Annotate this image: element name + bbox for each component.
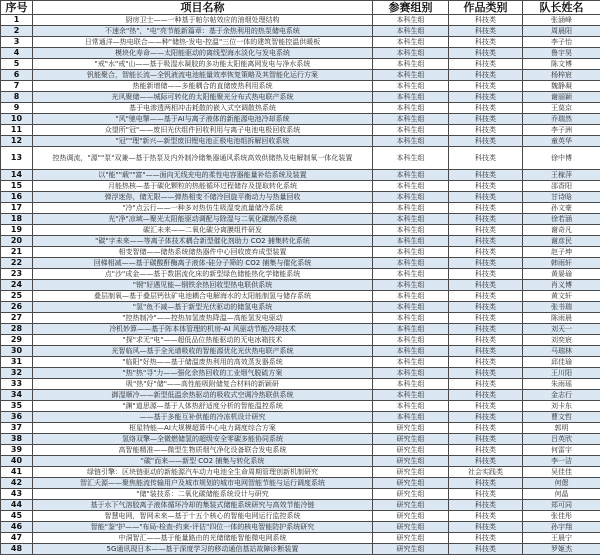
table-row <box>1 136 600 147</box>
header-title: 项目名称 <box>33 1 373 15</box>
table-row <box>1 92 600 103</box>
competition-group: 研究生组 <box>373 467 449 478</box>
team-leader: 郭明 <box>523 423 600 434</box>
row-number: 20 <box>1 236 33 247</box>
team-leader: 吕英欣 <box>523 434 600 445</box>
team-leader: 刘天一 <box>523 324 600 335</box>
project-name: 以"能""载""富"——面向无线充电的柔性电容器能量补给系统及装置 <box>33 170 373 181</box>
row-number: 32 <box>1 368 33 379</box>
work-category: 科技类 <box>449 489 523 500</box>
table-row <box>1 59 600 70</box>
competition-group: 本科生组 <box>373 125 449 136</box>
row-number: 39 <box>1 445 33 456</box>
work-category: 科技类 <box>449 500 523 511</box>
table-row <box>1 511 600 522</box>
competition-group: 本科生组 <box>373 401 449 412</box>
competition-group: 本科生组 <box>373 379 449 390</box>
team-leader: 黄文轩 <box>523 291 600 302</box>
table-row <box>1 467 600 478</box>
team-leader: 周晨阳 <box>523 26 600 37</box>
work-category: 科技类 <box>449 280 523 291</box>
work-category: 科技类 <box>449 445 523 456</box>
row-number: 15 <box>1 181 33 192</box>
row-number: 10 <box>1 114 33 125</box>
work-category: 科技类 <box>449 390 523 401</box>
team-leader: 邱佳瑜 <box>523 357 600 368</box>
competition-group: 本科生组 <box>373 92 449 103</box>
table-row <box>1 269 600 280</box>
row-number: 4 <box>1 48 33 59</box>
team-leader: 肖义博 <box>523 280 600 291</box>
competition-group: 本科生组 <box>373 114 449 125</box>
work-category: 科技类 <box>449 48 523 59</box>
project-name: 热能新增储——多能耦合的直储废热利用系统 <box>33 81 373 92</box>
team-leader: 李子怡 <box>523 37 600 48</box>
project-name: 基于电渗透两相冲击耗散的嵌入式空调散热系统 <box>33 103 373 114</box>
project-name: 光"净"凉域—聚光太阳能驱动调配与除湿与二氧化碳制冷系统 <box>33 214 373 225</box>
row-number: 43 <box>1 489 33 500</box>
team-leader: 赵子坤 <box>523 247 600 258</box>
row-number: 23 <box>1 269 33 280</box>
table-row <box>1 313 600 324</box>
work-category: 科技类 <box>449 291 523 302</box>
competition-group: 本科生组 <box>373 247 449 258</box>
team-leader: 刘卡东 <box>523 401 600 412</box>
work-category: 科技类 <box>449 136 523 147</box>
project-name: "碳"而来——新型 CO2 捕集与转化系统 <box>33 456 373 467</box>
competition-group: 本科生组 <box>373 412 449 423</box>
table-row <box>1 203 600 214</box>
row-number: 29 <box>1 335 33 346</box>
team-leader: 徐中博 <box>523 147 600 170</box>
team-leader: 孙宇翔 <box>523 522 600 533</box>
table-row <box>1 258 600 269</box>
work-category: 科技类 <box>449 181 523 192</box>
competition-group: 本科生组 <box>373 136 449 147</box>
competition-group: 本科生组 <box>373 368 449 379</box>
work-category: 科技类 <box>449 302 523 313</box>
table-row <box>1 15 600 26</box>
team-leader: 徐若涵 <box>523 214 600 225</box>
project-name: 碳汇未来——二氧化碳分离膜组件研发 <box>33 225 373 236</box>
competition-group: 本科生组 <box>373 390 449 401</box>
team-leader: 杨梓宸 <box>523 70 600 81</box>
team-leader: 曹文哲 <box>523 412 600 423</box>
table-row <box>1 489 600 500</box>
project-name: "冠""理"新兴—新型废旧锂电池正极电池组拆解回收系统 <box>33 136 373 147</box>
row-number: 19 <box>1 225 33 236</box>
project-name: 基于水下气溶胶离子液体循环冷却的集装式储能系统研究与高效节能冷链 <box>33 500 373 511</box>
project-name: 御湿顺冷——新型低温余热驱动的吸收式空调冷热联供系统 <box>33 390 373 401</box>
project-name: "戒"水"戒"山——基于吸湿水凝胶的多功能太阳能离网发电与净水系统 <box>33 59 373 70</box>
table-row <box>1 247 600 258</box>
row-number: 36 <box>1 412 33 423</box>
competition-group: 本科生组 <box>373 258 449 269</box>
competition-group: 本科生组 <box>373 291 449 302</box>
table-row <box>1 544 600 555</box>
team-leader: 吴佳佳 <box>523 467 600 478</box>
table-row <box>1 434 600 445</box>
project-name: "探"求无"电"——超低品位热能驱动的无电冰箱技术 <box>33 335 373 346</box>
team-leader: 谢彦民 <box>523 236 600 247</box>
team-leader: 金志行 <box>523 390 600 401</box>
competition-group: 研究生组 <box>373 522 449 533</box>
project-name: "钢"好遇见能—钢铁余热回收型热电联供系统 <box>33 280 373 291</box>
row-number: 33 <box>1 379 33 390</box>
header-row <box>1 1 600 15</box>
competition-group: 本科生组 <box>373 37 449 48</box>
project-name: "风"驰电掣——基于AI与离子液体的新能源电池冷却系统 <box>33 114 373 125</box>
project-name: "氢"鱼不减—基于新型光伏驱动的储氢电系统 <box>33 302 373 313</box>
work-category: 科技类 <box>449 26 523 37</box>
project-name: 众望所"冠"——废旧光伏组件回收利用与离子电池电极回收系统 <box>33 125 373 136</box>
table-row <box>1 335 600 346</box>
table-row <box>1 324 600 335</box>
row-number: 22 <box>1 258 33 269</box>
team-leader: 甘诗晗 <box>523 192 600 203</box>
table-row <box>1 181 600 192</box>
project-name: 厨房卫士——一种基于帕尔帖效应的油烟处理结构 <box>33 15 373 26</box>
competition-group: 研究生组 <box>373 456 449 467</box>
table-row <box>1 48 600 59</box>
row-number: 11 <box>1 125 33 136</box>
table-row <box>1 114 600 125</box>
competition-group: 研究生组 <box>373 478 449 489</box>
work-category: 科技类 <box>449 434 523 445</box>
project-name: 点"沙"成金——基于数据流化床的新型绿色储能热化学储能系统 <box>33 269 373 280</box>
table-row <box>1 37 600 48</box>
table-row <box>1 522 600 533</box>
team-leader: 鲁宇昊 <box>523 48 600 59</box>
team-leader: 王莫京 <box>523 103 600 114</box>
row-number: 35 <box>1 401 33 412</box>
competition-group: 本科生组 <box>373 70 449 81</box>
competition-group: 研究生组 <box>373 489 449 500</box>
work-category: 科技类 <box>449 379 523 390</box>
project-name: 5G通讯现日本——基于深度学习的移动通信基站故障诊断装置 <box>33 544 373 555</box>
competition-group: 研究生组 <box>373 434 449 445</box>
table-row <box>1 500 600 511</box>
table-row <box>1 456 600 467</box>
competition-group: 本科生组 <box>373 103 449 114</box>
competition-group: 研究生组 <box>373 511 449 522</box>
competition-group: 研究生组 <box>373 445 449 456</box>
project-name: "热"热"寻"力——强化余热回收的工业烟气脱硫方案 <box>33 368 373 379</box>
team-leader: 何晶 <box>523 489 600 500</box>
project-name: "渊"道思源—基于人体热舒适度分析的智能温控系统 <box>33 401 373 412</box>
table-row <box>1 125 600 136</box>
row-number: 8 <box>1 92 33 103</box>
competition-group: 本科生组 <box>373 236 449 247</box>
table-row <box>1 225 600 236</box>
competition-group: 本科生组 <box>373 81 449 92</box>
row-number: 45 <box>1 511 33 522</box>
work-category: 科技类 <box>449 192 523 203</box>
table-row <box>1 70 600 81</box>
row-number: 41 <box>1 467 33 478</box>
team-leader: 陈文博 <box>523 59 600 70</box>
work-category: 科技类 <box>449 81 523 92</box>
project-name: 高智能精准——微型生物质烟气净化设备联合发电系统 <box>33 445 373 456</box>
work-category: 科技类 <box>449 346 523 357</box>
header-num: 序号 <box>1 1 33 15</box>
team-leader: 黄晏瑜 <box>523 269 600 280</box>
row-number: 12 <box>1 136 33 147</box>
project-name: 光风聚储——城际可转化的太阳能聚光分布式热电联产系统 <box>33 92 373 103</box>
project-name: "储"装技系：二氧化碳储能系统设计与研究 <box>33 489 373 500</box>
competition-group: 本科生组 <box>373 357 449 368</box>
row-number: 40 <box>1 456 33 467</box>
work-category: 科技类 <box>449 401 523 412</box>
row-number: 13 <box>1 147 33 170</box>
row-number: 28 <box>1 324 33 335</box>
project-name: 弹浮迷你，储无限——弹热相变不储冷回旋平衡动力与热量回收 <box>33 192 373 203</box>
team-leader: 王晨宁 <box>523 533 600 544</box>
table-row <box>1 412 600 423</box>
team-leader: 乔瑞然 <box>523 114 600 125</box>
row-number: 1 <box>1 15 33 26</box>
project-name: 回梯相减——基于碳酸酐酶离子液体-硅分子筛的 CO2 捕集与催化系统 <box>33 258 373 269</box>
work-category: 科技类 <box>449 269 523 280</box>
work-category: 科技类 <box>449 203 523 214</box>
competition-group: 本科生组 <box>373 214 449 225</box>
team-leader: 谢丽颖 <box>523 92 600 103</box>
table-body <box>1 15 600 555</box>
table-row <box>1 368 600 379</box>
competition-group: 本科生组 <box>373 313 449 324</box>
project-name: "碳"字未来——等离子体技术耦合新型催化剂助力 CO2 捕集转化系统 <box>33 236 373 247</box>
competition-group: 研究生组 <box>373 423 449 434</box>
project-name: 智汇夭源——聚焦能流传输用户及城市规划的城市电网智能节能与运行调度系统 <box>33 478 373 489</box>
team-leader: 李子洲 <box>523 125 600 136</box>
project-name: 光智临风—基于全光谱吸收的智能源优化光伏热电联产系统 <box>33 346 373 357</box>
project-name: 不速余"热"，"电"亮节能新篇章：基于余热利用的热泵储电系统 <box>33 26 373 37</box>
work-category: 科技类 <box>449 225 523 236</box>
project-name: 钒能聚合，智能长流—全钒液流电池能量效率恢复策略及其智能化运行方案 <box>33 70 373 81</box>
work-category: 科技类 <box>449 59 523 70</box>
work-category: 科技类 <box>449 37 523 48</box>
row-number: 38 <box>1 434 33 445</box>
header-leader: 队长姓名 <box>523 1 600 15</box>
table-row <box>1 379 600 390</box>
work-category: 科技类 <box>449 147 523 170</box>
row-number: 6 <box>1 70 33 81</box>
work-category: 科技类 <box>449 423 523 434</box>
project-name: 相变智储——储热系统储热器件中心回收废弃成型装置 <box>33 247 373 258</box>
project-name: "控热制冷"——控热加氢废热降温—高能氢发电驱动 <box>33 313 373 324</box>
team-leader: 张书瑞 <box>523 302 600 313</box>
row-number: 7 <box>1 81 33 92</box>
work-category: 科技类 <box>449 412 523 423</box>
table-row <box>1 103 600 114</box>
project-name: 模块化寿命——太阳能驱动的离线型海水淡化与发电系统 <box>33 48 373 59</box>
work-category: 科技类 <box>449 368 523 379</box>
work-category: 科技类 <box>449 511 523 522</box>
competition-group: 本科生组 <box>373 335 449 346</box>
competition-group: 本科生组 <box>373 346 449 357</box>
header-category: 作品类别 <box>449 1 523 15</box>
competition-group: 研究生组 <box>373 544 449 555</box>
work-category: 科技类 <box>449 247 523 258</box>
row-number: 21 <box>1 247 33 258</box>
row-number: 27 <box>1 313 33 324</box>
row-number: 2 <box>1 26 33 37</box>
row-number: 16 <box>1 192 33 203</box>
project-name: 控热调流，"源""泵"双兼—基于热泵及内外制冷储集器通风系统高效供储热及电解制氧一体化装置 <box>33 147 373 170</box>
project-name: 中洞智汇——基于能量路由的光储储能智能微电网系统 <box>33 533 373 544</box>
work-category: 科技类 <box>449 92 523 103</box>
row-number: 44 <box>1 500 33 511</box>
work-category: 科技类 <box>449 214 523 225</box>
row-number: 42 <box>1 478 33 489</box>
team-leader: 王川阳 <box>523 368 600 379</box>
project-name: 吸"热"好"储"——高性能吸附储复合材料的新颖研 <box>33 379 373 390</box>
team-leader: 何偲 <box>523 478 600 489</box>
team-leader: 邵香阳 <box>523 181 600 192</box>
competition-group: 本科生组 <box>373 203 449 214</box>
work-category: 科技类 <box>449 533 523 544</box>
work-category: 科技类 <box>449 313 523 324</box>
competition-group: 本科生组 <box>373 15 449 26</box>
competition-group: 本科生组 <box>373 59 449 70</box>
work-category: 社会实践类 <box>449 467 523 478</box>
row-number: 18 <box>1 214 33 225</box>
table-row <box>1 26 600 37</box>
table-row <box>1 478 600 489</box>
team-leader: 韩雨轩 <box>523 258 600 269</box>
work-category: 科技类 <box>449 522 523 533</box>
row-number: 17 <box>1 203 33 214</box>
table-row <box>1 280 600 291</box>
table-row <box>1 81 600 92</box>
project-name: 叠层制氧—基于叠层钙钛矿电池耦合电解海水的太阳能制氢与储存系统 <box>33 291 373 302</box>
team-leader: 马瑞林 <box>523 346 600 357</box>
project-name: "冷"点云行——一种多对热仿生吸湿变流量储冷系统 <box>33 203 373 214</box>
team-leader: 谢奇凡 <box>523 225 600 236</box>
table-row <box>1 192 600 203</box>
work-category: 科技类 <box>449 258 523 269</box>
work-category: 科技类 <box>449 478 523 489</box>
work-category: 科技类 <box>449 70 523 81</box>
work-category: 科技类 <box>449 15 523 26</box>
row-number: 46 <box>1 522 33 533</box>
project-name: ——基于多能互补供能的冷冻机设计研究 <box>33 412 373 423</box>
table-row <box>1 346 600 357</box>
competition-group: 本科生组 <box>373 269 449 280</box>
team-leader: 张佳彤 <box>523 511 600 522</box>
row-number: 26 <box>1 302 33 313</box>
project-name: "临阳"好热——基于储温废热利用的高效蒸发器系统 <box>33 357 373 368</box>
team-leader: 李一洁 <box>523 456 600 467</box>
project-name: 氢络双擎—全微燃储氢的超级安全零碳多能协同系统 <box>33 434 373 445</box>
table-row <box>1 401 600 412</box>
work-category: 科技类 <box>449 357 523 368</box>
table-row <box>1 533 600 544</box>
table-row <box>1 147 600 170</box>
project-name: 日常通洋—热电联合——种"储热-发电-控温"三位一体的建筑智能控温供暖板 <box>33 37 373 48</box>
team-leader: 魏静凝 <box>523 81 600 92</box>
project-name: 绿链引擎：区块链驱动的新能源汽车动力电池全生命周期管理创新机制研究 <box>33 467 373 478</box>
work-category: 科技类 <box>449 456 523 467</box>
work-category: 科技类 <box>449 544 523 555</box>
competition-group: 本科生组 <box>373 26 449 37</box>
project-name: 月能热核—基于碳化颗粒的热能循环过程储存及提取转化系统 <box>33 181 373 192</box>
team-leader: 朱雨瑶 <box>523 379 600 390</box>
project-name: 冷机妙算——基于阵本体管理的机房-AI 风驱动节能冷却技术 <box>33 324 373 335</box>
project-name: 智慧电网，智网未来—基于十五个核心的智能电网运行监控系统 <box>33 511 373 522</box>
work-category: 科技类 <box>449 125 523 136</box>
team-leader: 何雷宇 <box>523 445 600 456</box>
team-leader: 孙文豪 <box>523 203 600 214</box>
row-number: 14 <box>1 170 33 181</box>
competition-group: 本科生组 <box>373 181 449 192</box>
competition-group: 本科生组 <box>373 48 449 59</box>
table-row <box>1 390 600 401</box>
project-name: 枢星特能—AI大规模超算中心电力调度综合方案 <box>33 423 373 434</box>
competition-group: 本科生组 <box>373 324 449 335</box>
row-number: 30 <box>1 346 33 357</box>
table-row <box>1 357 600 368</box>
competition-group: 本科生组 <box>373 225 449 236</box>
work-category: 科技类 <box>449 170 523 181</box>
row-number: 47 <box>1 533 33 544</box>
competition-group: 本科生组 <box>373 280 449 291</box>
competition-group: 本科生组 <box>373 147 449 170</box>
row-number: 34 <box>1 390 33 401</box>
team-leader: 王稼萍 <box>523 170 600 181</box>
competition-group: 本科生组 <box>373 302 449 313</box>
table-row <box>1 170 600 181</box>
table-row <box>1 445 600 456</box>
row-number: 24 <box>1 280 33 291</box>
row-number: 9 <box>1 103 33 114</box>
row-number: 25 <box>1 291 33 302</box>
row-number: 31 <box>1 357 33 368</box>
work-category: 科技类 <box>449 103 523 114</box>
row-number: 5 <box>1 59 33 70</box>
work-category: 科技类 <box>449 236 523 247</box>
team-leader: 刘奕宸 <box>523 335 600 346</box>
table-row <box>1 291 600 302</box>
team-leader: 童英华 <box>523 136 600 147</box>
work-category: 科技类 <box>449 335 523 346</box>
row-number: 3 <box>1 37 33 48</box>
competition-group: 研究生组 <box>373 533 449 544</box>
row-number: 37 <box>1 423 33 434</box>
team-leader: 张涵峰 <box>523 15 600 26</box>
table-row <box>1 214 600 225</box>
project-name: 智能"鉴"护——"布局-检查-约束-评估"四位一体的核电智能防护系统研究 <box>33 522 373 533</box>
competition-group: 本科生组 <box>373 170 449 181</box>
team-leader: 罗姬杰 <box>523 544 600 555</box>
row-number: 48 <box>1 544 33 555</box>
competition-group: 本科生组 <box>373 192 449 203</box>
team-leader: 郑可同 <box>523 500 600 511</box>
work-category: 科技类 <box>449 324 523 335</box>
table-row <box>1 236 600 247</box>
table-row <box>1 423 600 434</box>
team-leader: 陈雨晨 <box>523 313 600 324</box>
header-group: 参赛组别 <box>373 1 449 15</box>
competition-group: 研究生组 <box>373 500 449 511</box>
work-category: 科技类 <box>449 114 523 125</box>
table-row <box>1 302 600 313</box>
